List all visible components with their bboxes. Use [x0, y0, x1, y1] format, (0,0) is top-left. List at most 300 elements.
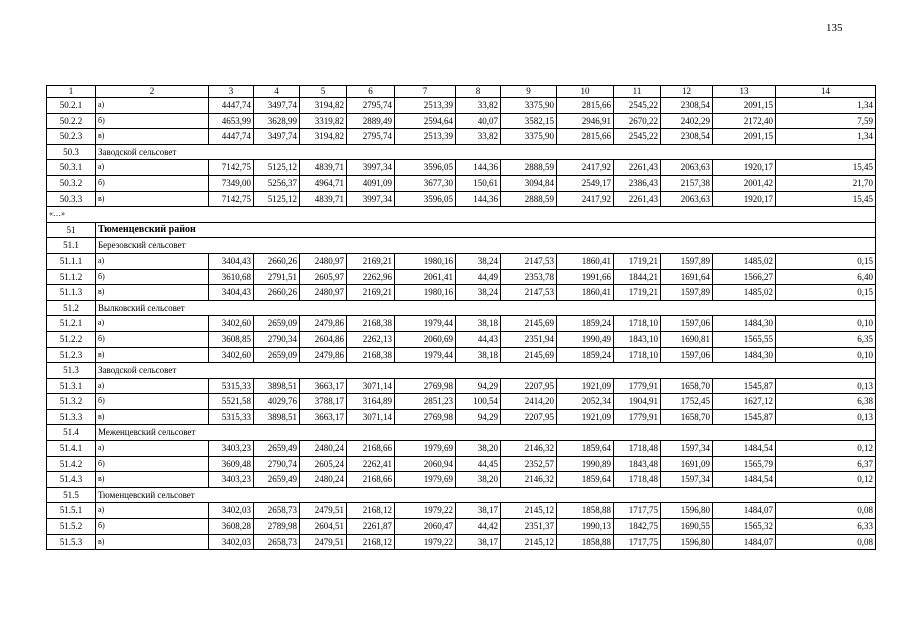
value-cell: 1565,32: [713, 519, 776, 535]
value-cell: 2168,66: [347, 472, 395, 488]
value-cell: 1718,10: [614, 316, 661, 332]
value-cell: 1719,21: [614, 253, 661, 269]
value-cell: 1597,89: [661, 285, 713, 301]
value-cell: 1,34: [776, 129, 876, 145]
value-cell: 2168,66: [347, 441, 395, 457]
value-cell: 2414,20: [501, 394, 557, 410]
value-cell: 2146,32: [501, 441, 557, 457]
value-cell: 1719,21: [614, 285, 661, 301]
section-code: 51.5: [47, 487, 96, 503]
section-code: 51.2: [47, 300, 96, 316]
value-cell: 1858,88: [557, 534, 614, 550]
value-cell: 94,29: [456, 409, 501, 425]
value-cell: 2795,74: [347, 98, 395, 114]
value-cell: 2145,12: [501, 534, 557, 550]
value-cell: 2262,96: [347, 269, 395, 285]
table-row: [47, 175, 876, 191]
value-cell: 1752,45: [661, 394, 713, 410]
value-cell: 1627,12: [713, 394, 776, 410]
table-row: [47, 409, 876, 425]
value-cell: 0,10: [776, 347, 876, 363]
value-cell: 2145,69: [501, 347, 557, 363]
value-cell: 144,36: [456, 160, 501, 176]
row-variant-label: б): [96, 456, 209, 472]
row-code: 50.2.3: [47, 129, 96, 145]
row-variant-label: а): [96, 503, 209, 519]
column-number-1: 1: [47, 86, 96, 98]
row-code: 50.3.2: [47, 175, 96, 191]
value-cell: 38,20: [456, 441, 501, 457]
value-cell: 1565,55: [713, 331, 776, 347]
value-cell: 5315,33: [209, 378, 254, 394]
section-title: Меженцевский сельсовет: [96, 425, 876, 441]
value-cell: 1596,80: [661, 534, 713, 550]
value-cell: 2352,57: [501, 456, 557, 472]
table-row: [47, 316, 876, 332]
value-cell: 2946,91: [557, 113, 614, 129]
value-cell: 3608,28: [209, 519, 254, 535]
value-cell: 4653,99: [209, 113, 254, 129]
value-cell: 2659,09: [254, 316, 300, 332]
row-variant-label: а): [96, 98, 209, 114]
value-cell: 1691,09: [661, 456, 713, 472]
value-cell: 5521,58: [209, 394, 254, 410]
value-cell: 1904,91: [614, 394, 661, 410]
section-code: 51.3: [47, 363, 96, 379]
value-cell: 2604,86: [300, 331, 347, 347]
value-cell: 2417,92: [557, 191, 614, 207]
value-cell: 0,10: [776, 316, 876, 332]
value-cell: 2261,43: [614, 191, 661, 207]
value-cell: 3071,14: [347, 378, 395, 394]
value-cell: 3164,89: [347, 394, 395, 410]
value-cell: 1485,02: [713, 285, 776, 301]
value-cell: 2172,40: [713, 113, 776, 129]
value-cell: 2670,22: [614, 113, 661, 129]
column-number-14: 14: [776, 86, 876, 98]
value-cell: 3663,17: [300, 409, 347, 425]
value-cell: 2790,74: [254, 456, 300, 472]
value-cell: 1484,30: [713, 347, 776, 363]
column-number-3: 3: [209, 86, 254, 98]
value-cell: 2545,22: [614, 129, 661, 145]
value-cell: 1844,21: [614, 269, 661, 285]
value-cell: 3596,05: [395, 191, 456, 207]
value-cell: 1597,34: [661, 441, 713, 457]
value-cell: 4839,71: [300, 160, 347, 176]
value-cell: 1921,09: [557, 409, 614, 425]
value-cell: 2060,47: [395, 519, 456, 535]
value-cell: 3997,34: [347, 191, 395, 207]
value-cell: 2545,22: [614, 98, 661, 114]
value-cell: 2091,15: [713, 129, 776, 145]
value-cell: 2308,54: [661, 98, 713, 114]
value-cell: 1779,91: [614, 378, 661, 394]
value-cell: 1843,48: [614, 456, 661, 472]
value-cell: 1658,70: [661, 378, 713, 394]
section-title: Вылковский сельсовет: [96, 300, 876, 316]
value-cell: 2659,49: [254, 441, 300, 457]
value-cell: 1718,48: [614, 472, 661, 488]
value-cell: 2479,86: [300, 347, 347, 363]
value-cell: 2145,69: [501, 316, 557, 332]
section-code: 50.3: [47, 144, 96, 160]
column-number-9: 9: [501, 86, 557, 98]
section-row: [47, 300, 876, 316]
value-cell: 0,12: [776, 472, 876, 488]
row-variant-label: в): [96, 347, 209, 363]
value-cell: 2888,59: [501, 160, 557, 176]
value-cell: 33,82: [456, 129, 501, 145]
row-variant-label: в): [96, 129, 209, 145]
value-cell: 2660,26: [254, 285, 300, 301]
row-variant-label: в): [96, 472, 209, 488]
value-cell: 6,33: [776, 519, 876, 535]
table-row: [47, 503, 876, 519]
table-row: [47, 378, 876, 394]
value-cell: 1718,10: [614, 347, 661, 363]
table-row: [47, 285, 876, 301]
value-cell: 0,12: [776, 441, 876, 457]
row-code: 50.2.1: [47, 98, 96, 114]
value-cell: 3402,60: [209, 347, 254, 363]
column-number-12: 12: [661, 86, 713, 98]
value-cell: 3194,82: [300, 98, 347, 114]
section-row: [47, 363, 876, 379]
value-cell: 1779,91: [614, 409, 661, 425]
value-cell: 1485,02: [713, 253, 776, 269]
value-cell: 0,13: [776, 378, 876, 394]
value-cell: 2795,74: [347, 129, 395, 145]
value-cell: 3404,43: [209, 285, 254, 301]
value-cell: 38,17: [456, 503, 501, 519]
value-cell: 5125,12: [254, 191, 300, 207]
value-cell: 1690,81: [661, 331, 713, 347]
value-cell: 1979,44: [395, 347, 456, 363]
row-variant-label: в): [96, 191, 209, 207]
value-cell: 2351,37: [501, 519, 557, 535]
value-cell: 1979,44: [395, 316, 456, 332]
value-cell: 2889,49: [347, 113, 395, 129]
section-title: Заводской сельсовет: [96, 363, 876, 379]
value-cell: 2063,63: [661, 191, 713, 207]
table-row: [47, 160, 876, 176]
column-number-7: 7: [395, 86, 456, 98]
value-cell: 1484,07: [713, 534, 776, 550]
value-cell: 3094,84: [501, 175, 557, 191]
value-cell: 7142,75: [209, 191, 254, 207]
value-cell: 38,24: [456, 253, 501, 269]
table-row: [47, 472, 876, 488]
table-row: [47, 129, 876, 145]
section-title: Березовский сельсовет: [96, 238, 876, 254]
row-variant-label: в): [96, 409, 209, 425]
value-cell: 3071,14: [347, 409, 395, 425]
row-code: 51.4.2: [47, 456, 96, 472]
table-row: [47, 534, 876, 550]
value-cell: 3402,03: [209, 534, 254, 550]
value-cell: 2169,21: [347, 253, 395, 269]
row-code: 50.3.3: [47, 191, 96, 207]
value-cell: 1859,64: [557, 441, 614, 457]
value-cell: 0,08: [776, 534, 876, 550]
district-row: [47, 222, 876, 238]
value-cell: 2145,12: [501, 503, 557, 519]
value-cell: 2262,13: [347, 331, 395, 347]
value-cell: 2207,95: [501, 409, 557, 425]
value-cell: 1990,13: [557, 519, 614, 535]
value-cell: 44,45: [456, 456, 501, 472]
value-cell: 2417,92: [557, 160, 614, 176]
section-code: 51.1: [47, 238, 96, 254]
value-cell: 3610,68: [209, 269, 254, 285]
value-cell: 4091,09: [347, 175, 395, 191]
value-cell: 2480,24: [300, 441, 347, 457]
value-cell: 4447,74: [209, 98, 254, 114]
value-cell: 1979,69: [395, 441, 456, 457]
value-cell: 15,45: [776, 191, 876, 207]
value-cell: 1658,70: [661, 409, 713, 425]
value-cell: 2789,98: [254, 519, 300, 535]
column-number-10: 10: [557, 86, 614, 98]
value-cell: 7349,00: [209, 175, 254, 191]
value-cell: 2060,94: [395, 456, 456, 472]
value-cell: 2769,98: [395, 378, 456, 394]
value-cell: 2157,38: [661, 175, 713, 191]
value-cell: 2207,95: [501, 378, 557, 394]
value-cell: 2168,38: [347, 316, 395, 332]
value-cell: 3403,23: [209, 441, 254, 457]
value-cell: 38,18: [456, 347, 501, 363]
row-code: 51.1.1: [47, 253, 96, 269]
value-cell: 3898,51: [254, 409, 300, 425]
value-cell: 2001,42: [713, 175, 776, 191]
value-cell: 2308,54: [661, 129, 713, 145]
value-cell: 0,15: [776, 285, 876, 301]
value-cell: 2479,51: [300, 534, 347, 550]
row-variant-label: б): [96, 269, 209, 285]
value-cell: 3497,74: [254, 129, 300, 145]
value-cell: 2888,59: [501, 191, 557, 207]
value-cell: 1484,54: [713, 472, 776, 488]
row-code: 51.3.2: [47, 394, 96, 410]
omission-marker: «…»: [47, 207, 876, 223]
section-row: [47, 238, 876, 254]
table-row: [47, 331, 876, 347]
value-cell: 2169,21: [347, 285, 395, 301]
value-cell: 2168,38: [347, 347, 395, 363]
value-cell: 2402,29: [661, 113, 713, 129]
column-number-4: 4: [254, 86, 300, 98]
value-cell: 3375,90: [501, 98, 557, 114]
value-cell: 2261,43: [614, 160, 661, 176]
value-cell: 3402,03: [209, 503, 254, 519]
value-cell: 144,36: [456, 191, 501, 207]
value-cell: 33,82: [456, 98, 501, 114]
value-cell: 3402,60: [209, 316, 254, 332]
value-cell: 2791,51: [254, 269, 300, 285]
value-cell: 1597,89: [661, 253, 713, 269]
row-code: 50.3.1: [47, 160, 96, 176]
value-cell: 3375,90: [501, 129, 557, 145]
column-number-11: 11: [614, 86, 661, 98]
value-cell: 2790,34: [254, 331, 300, 347]
row-code: 51.2.1: [47, 316, 96, 332]
value-cell: 3194,82: [300, 129, 347, 145]
value-cell: 3628,99: [254, 113, 300, 129]
value-cell: 2513,39: [395, 129, 456, 145]
value-cell: 5256,37: [254, 175, 300, 191]
value-cell: 2549,17: [557, 175, 614, 191]
value-cell: 2091,15: [713, 98, 776, 114]
value-cell: 1565,79: [713, 456, 776, 472]
row-variant-label: в): [96, 534, 209, 550]
value-cell: 3997,34: [347, 160, 395, 176]
value-cell: 2480,97: [300, 285, 347, 301]
table-row: [47, 441, 876, 457]
value-cell: 2261,87: [347, 519, 395, 535]
table-row: [47, 113, 876, 129]
value-cell: 2605,24: [300, 456, 347, 472]
section-title: Тюменцевский сельсовет: [96, 487, 876, 503]
value-cell: 1990,89: [557, 456, 614, 472]
value-cell: 2815,66: [557, 129, 614, 145]
value-cell: 1980,16: [395, 285, 456, 301]
section-row: [47, 144, 876, 160]
value-cell: 1596,80: [661, 503, 713, 519]
value-cell: 5125,12: [254, 160, 300, 176]
value-cell: 2769,98: [395, 409, 456, 425]
value-cell: 3609,48: [209, 456, 254, 472]
column-number-2: 2: [96, 86, 209, 98]
row-code: 51.2.3: [47, 347, 96, 363]
value-cell: 1484,54: [713, 441, 776, 457]
value-cell: 4964,71: [300, 175, 347, 191]
value-cell: 2386,43: [614, 175, 661, 191]
district-title: Тюменцевский район: [96, 222, 876, 238]
value-cell: 7142,75: [209, 160, 254, 176]
value-cell: 2658,73: [254, 503, 300, 519]
value-cell: 3582,15: [501, 113, 557, 129]
row-variant-label: б): [96, 394, 209, 410]
value-cell: 2146,32: [501, 472, 557, 488]
value-cell: 1979,22: [395, 503, 456, 519]
value-cell: 150,61: [456, 175, 501, 191]
value-cell: 2659,49: [254, 472, 300, 488]
row-variant-label: б): [96, 519, 209, 535]
value-cell: 2168,12: [347, 503, 395, 519]
value-cell: 1566,27: [713, 269, 776, 285]
value-cell: 2479,86: [300, 316, 347, 332]
value-cell: 38,17: [456, 534, 501, 550]
row-code: 51.3.1: [47, 378, 96, 394]
value-cell: 94,29: [456, 378, 501, 394]
row-variant-label: а): [96, 316, 209, 332]
value-cell: 1859,64: [557, 472, 614, 488]
value-cell: 2851,23: [395, 394, 456, 410]
value-cell: 2052,34: [557, 394, 614, 410]
value-cell: 44,42: [456, 519, 501, 535]
table-row: [47, 394, 876, 410]
section-row: [47, 487, 876, 503]
section-row: [47, 425, 876, 441]
row-variant-label: а): [96, 378, 209, 394]
value-cell: 1545,87: [713, 409, 776, 425]
value-cell: 44,43: [456, 331, 501, 347]
value-cell: 38,24: [456, 285, 501, 301]
row-code: 51.4.3: [47, 472, 96, 488]
value-cell: 6,40: [776, 269, 876, 285]
value-cell: 38,18: [456, 316, 501, 332]
row-code: 51.5.3: [47, 534, 96, 550]
value-cell: 6,35: [776, 331, 876, 347]
district-code: 51: [47, 222, 96, 238]
value-cell: 1842,75: [614, 519, 661, 535]
value-cell: 0,13: [776, 409, 876, 425]
value-cell: 3596,05: [395, 160, 456, 176]
column-number-header-row: [47, 86, 876, 98]
value-cell: 5315,33: [209, 409, 254, 425]
value-cell: 2658,73: [254, 534, 300, 550]
value-cell: 3663,17: [300, 378, 347, 394]
value-cell: 3404,43: [209, 253, 254, 269]
row-variant-label: б): [96, 175, 209, 191]
row-variant-label: б): [96, 113, 209, 129]
row-code: 50.2.2: [47, 113, 96, 129]
value-cell: 1718,48: [614, 441, 661, 457]
row-variant-label: б): [96, 331, 209, 347]
table-row: [47, 253, 876, 269]
row-variant-label: а): [96, 160, 209, 176]
table-row: [47, 98, 876, 114]
value-cell: 2660,26: [254, 253, 300, 269]
value-cell: 1545,87: [713, 378, 776, 394]
value-cell: 1979,22: [395, 534, 456, 550]
value-cell: 3898,51: [254, 378, 300, 394]
value-cell: 2060,69: [395, 331, 456, 347]
value-cell: 1,34: [776, 98, 876, 114]
value-cell: 3677,30: [395, 175, 456, 191]
row-code: 51.1.2: [47, 269, 96, 285]
value-cell: 0,15: [776, 253, 876, 269]
value-cell: 1860,41: [557, 285, 614, 301]
value-cell: 1690,55: [661, 519, 713, 535]
value-cell: 3497,74: [254, 98, 300, 114]
value-cell: 3403,23: [209, 472, 254, 488]
value-cell: 2480,97: [300, 253, 347, 269]
value-cell: 3788,17: [300, 394, 347, 410]
section-code: 51.4: [47, 425, 96, 441]
table-row: [47, 269, 876, 285]
value-cell: 4029,76: [254, 394, 300, 410]
value-cell: 2168,12: [347, 534, 395, 550]
value-cell: 1597,34: [661, 472, 713, 488]
value-cell: 1484,30: [713, 316, 776, 332]
tariff-table: [46, 85, 876, 550]
value-cell: 2351,94: [501, 331, 557, 347]
row-code: 51.1.3: [47, 285, 96, 301]
value-cell: 40,07: [456, 113, 501, 129]
row-variant-label: а): [96, 253, 209, 269]
value-cell: 2604,51: [300, 519, 347, 535]
value-cell: 21,70: [776, 175, 876, 191]
value-cell: 2594,64: [395, 113, 456, 129]
row-variant-label: а): [96, 441, 209, 457]
value-cell: 3608,85: [209, 331, 254, 347]
value-cell: 4447,74: [209, 129, 254, 145]
omission-row: [47, 207, 876, 223]
value-cell: 2147,53: [501, 285, 557, 301]
